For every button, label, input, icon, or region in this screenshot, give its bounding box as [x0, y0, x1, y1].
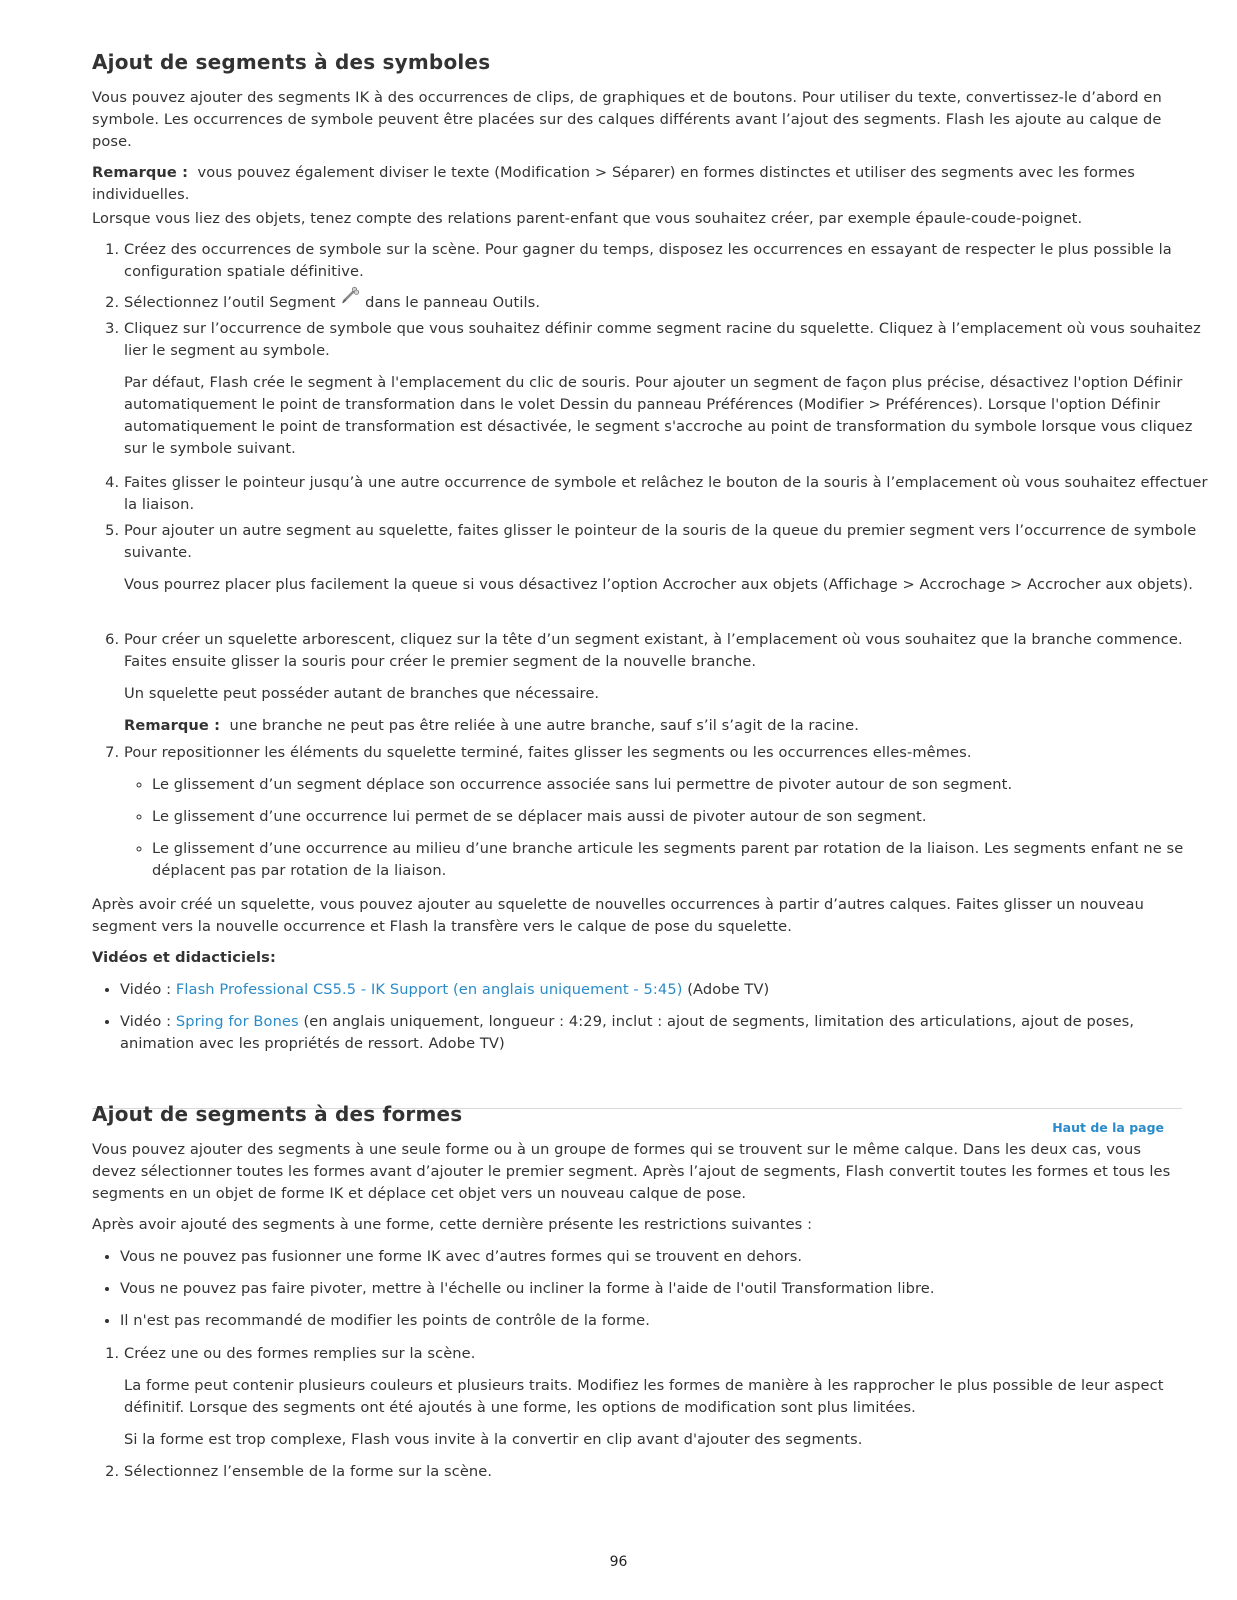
step-5 [124, 520, 1214, 596]
shape-steps-list [92, 1343, 1214, 1483]
steps-list-part4 [92, 629, 1214, 737]
videos-heading-text: Vidéos et didacticiels: [92, 949, 276, 966]
step-2-text-after: dans le panneau Outils. [365, 294, 541, 311]
steps-list-part1 [92, 239, 1214, 314]
step-7-bullets [124, 774, 1214, 882]
step-6-detail: Un squelette peut posséder autant de branches que nécessaire. [124, 685, 600, 702]
back-to-top-link[interactable]: Haut de la page [1052, 1120, 1164, 1135]
restrictions-list [92, 1246, 1210, 1332]
bone-tool-icon [340, 286, 360, 304]
after-skeleton-paragraph: Après avoir créé un squelette, vous pouvez ajouter au squelette de nouvelles occurrences à partir d’autres calques. Faites glisser un nouveau segment vers la nouvelle occurrence et Flash la transfère vers le calque de pose du squelette. [92, 896, 1144, 935]
step-6-note-label: Remarque : [124, 717, 221, 734]
linking-paragraph: Lorsque vous liez des objets, tenez compte des relations parent-enfant que vous souhaitez créer, par exemple épaule-coude-poignet. [92, 210, 1083, 227]
video-item-2 [120, 1011, 1210, 1055]
step-7-bullet-2: ◦ Le glissement d’une occurrence lui permet de se déplacer mais aussi de pivoter autour de son segment. [152, 806, 1214, 828]
section-title-shapes: Ajout de segments à des formes [92, 1102, 463, 1126]
step-6 [124, 629, 1214, 737]
step-7-bullet-1: ◦ Le glissement d’un segment déplace son occurrence associée sans lui permettre de pivoter autour de son segment. [152, 774, 1214, 796]
step-2-text-before: Sélectionnez l’outil Segment [124, 294, 336, 311]
step-7-text: Pour repositionner les éléments du squelette terminé, faites glisser les segments ou les occurrences elles-mêmes. [124, 744, 972, 761]
shapes-intro: Vous pouvez ajouter des segments à une seule forme ou à un groupe de formes qui se trouvent sur le même calque. Dans les deux cas, vous devez sélectionner toutes les formes avant d’ajouter le premier segment. Après l’ajout de segments, Flash convertit toutes les formes et tous les segments en un objet de forme IK et déplace cet objet vers un nouveau calque de pose. [92, 1141, 1171, 1202]
steps-list-part5 [92, 742, 1214, 882]
video-2-link[interactable]: Spring for Bones [175, 1013, 299, 1030]
restriction-3: • Il n'est pas recommandé de modifier les points de contrôle de la forme. [120, 1310, 1210, 1332]
shape-step-1 [124, 1343, 1214, 1451]
restrictions-intro: Après avoir ajouté des segments à une forme, cette dernière présente les restrictions suivantes : [92, 1216, 813, 1233]
step-7 [124, 742, 1214, 882]
videos-list [92, 979, 1210, 1055]
step-7-bullet-3: ◦ Le glissement d’une occurrence au milieu d’une branche articule les segments parent par rotation de la liaison. Les segments enfant ne se déplacent pas par rotation de la liaison. [152, 838, 1214, 882]
step-3-detail: Par défaut, Flash crée le segment à l'emplacement du clic de souris. Pour ajouter un segment de façon plus précise, désactivez l'option Définir automatiquement le point de transformation dans le volet Dessin du panneau Préférences (Modifier > Préférences). Lorsque l'option Définir automatiquement le point de transformation est désactivée, le segment s'accroche au point de transformation du symbole lorsque vous cliquez sur le symbole suivant. [124, 374, 1193, 457]
shape-step-1-detail-2: Si la forme est trop complexe, Flash vous invite à la convertir en clip avant d'ajouter des segments. [124, 1431, 863, 1448]
step-3-text: Cliquez sur l’occurrence de symbole que vous souhaitez définir comme segment racine du squelette. Cliquez à l’emplacement où vous souhaitez lier le segment au symbole. [124, 320, 1201, 359]
restriction-1: • Vous ne pouvez pas fusionner une forme IK avec d’autres formes qui se trouvent en dehors. [120, 1246, 1210, 1268]
shape-step-2: 2. Sélectionnez l’ensemble de la forme sur la scène. [124, 1461, 1214, 1483]
video-1-link[interactable]: Flash Professional CS5.5 - IK Support (en anglais uniquement - 5:45) [175, 981, 683, 998]
shape-step-1-text: Créez une ou des formes remplies sur la scène. [124, 1345, 476, 1362]
step-3 [124, 318, 1214, 460]
videos-heading [92, 947, 1182, 969]
video-2-prefix: Vidéo : [120, 1013, 176, 1030]
note-text: vous pouvez également diviser le texte (Modification > Séparer) en formes distinctes et utiliser des segments avec les formes individuelles. [92, 164, 1135, 203]
restriction-2: • Vous ne pouvez pas faire pivoter, mettre à l'échelle ou incliner la forme à l'aide de l'outil Transformation libre. [120, 1278, 1210, 1300]
step-4: 4. Faites glisser le pointeur jusqu’à une autre occurrence de symbole et relâchez le bouton de la souris à l’emplacement où vous souhaitez effectuer la liaison. [124, 472, 1214, 516]
section-intro: Vous pouvez ajouter des segments IK à des occurrences de clips, de graphiques et de boutons. Pour utiliser du texte, convertissez-le d’abord en symbole. Les occurrences de symbole peuvent être placées sur des calques différents avant l’ajout des segments. Flash les ajoute au calque de pose. [92, 89, 1162, 150]
step-6-text: Pour créer un squelette arborescent, cliquez sur la tête d’un segment existant, à l’emplacement où vous souhaitez que la branche commence. Faites ensuite glisser la souris pour créer le premier segment de la nouvelle branche. [124, 631, 1183, 670]
steps-list-part3 [92, 472, 1214, 596]
step-6-note-text: une branche ne peut pas être reliée à une autre branche, sauf s’il s’agit de la racine. [229, 717, 859, 734]
note-paragraph [92, 162, 1182, 206]
video-1-suffix: (Adobe TV) [682, 981, 770, 998]
video-1-prefix: Vidéo : [120, 981, 176, 998]
page-number: 96 [609, 1554, 628, 1570]
note-label: Remarque : [92, 164, 189, 181]
steps-list-part2 [92, 318, 1214, 460]
step-5-detail: Vous pourrez placer plus facilement la queue si vous désactivez l’option Accrocher aux objets (Affichage > Accrochage > Accrocher aux objets). [124, 576, 1194, 593]
video-item-1 [120, 979, 1210, 1001]
shape-step-1-detail-1: La forme peut contenir plusieurs couleurs et plusieurs traits. Modifiez les formes de manière à les rapprocher le plus possible de leur aspect définitif. Lorsque des segments ont été ajoutés à une forme, les options de modification sont plus limitées. [124, 1377, 1164, 1416]
step-6-note [124, 715, 1214, 737]
step-2 [124, 292, 1214, 314]
section-title-symbols: Ajout de segments à des symboles [92, 50, 491, 74]
step-1: 1. Créez des occurrences de symbole sur la scène. Pour gagner du temps, disposez les occurrences en essayant de respecter le plus possible la configuration spatiale définitive. [124, 239, 1214, 283]
step-5-text: Pour ajouter un autre segment au squelette, faites glisser le pointeur de la souris de la queue du premier segment vers l’occurrence de symbole suivante. [124, 522, 1197, 561]
video-2-suffix: (en anglais uniquement, longueur : 4:29, inclut : ajout de segments, limitation des articulations, ajout de poses, animation avec les propriétés de ressort. Adobe TV) [120, 1013, 1135, 1052]
